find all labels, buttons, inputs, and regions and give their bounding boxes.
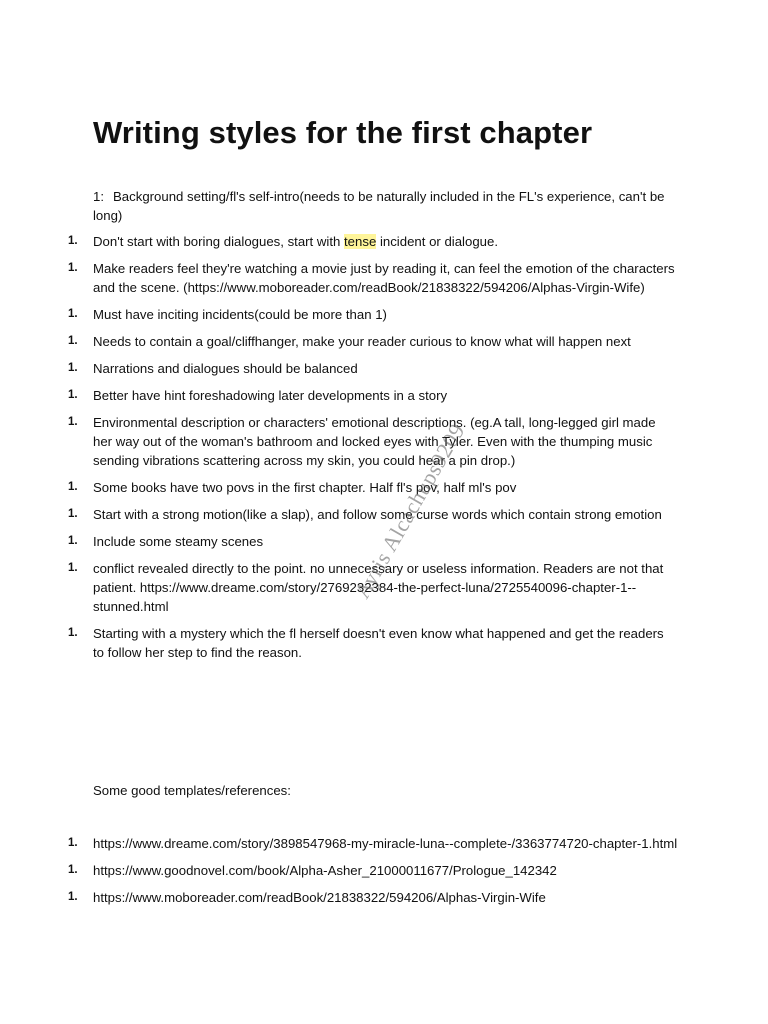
list-item-text <box>93 232 678 251</box>
list-marker: 1. <box>68 308 78 320</box>
list-marker: 1. <box>68 481 78 493</box>
list-item <box>0 386 768 405</box>
list-marker: 1. <box>68 627 78 639</box>
list-item-text <box>93 332 678 351</box>
list-item-text-main: Some books have two povs in the first chapter. Half fl's pov, half ml's pov <box>93 480 517 495</box>
reference-item <box>0 888 768 907</box>
list-marker: 1. <box>68 891 78 903</box>
references-list <box>0 834 768 915</box>
list-item-text-main: Include some steamy scenes <box>93 534 264 549</box>
list-item-text-main: Don't start with boring dialogues, start with <box>93 234 345 249</box>
list-item-text <box>93 624 678 662</box>
list-item-text-main: conflict revealed directly to the point. no unnecessary or useless information. Readers are not that patient. https://www.dreame.com/story/2769232384-the-perfect-luna/2725540096-chapter-1--stunned.html <box>93 561 664 614</box>
reference-link[interactable]: https://www.dreame.com/story/3898547968-my-miracle-luna--complete-/3363774720-chapter-1.html <box>93 836 678 851</box>
list-item <box>0 413 768 470</box>
list-item-text-main: Must have inciting incidents(could be more than 1) <box>93 307 387 322</box>
list-item <box>0 305 768 324</box>
list-item <box>0 259 768 297</box>
list-item-text <box>93 505 678 524</box>
list-item-text <box>93 386 678 405</box>
list-item <box>0 505 768 524</box>
reference-item <box>0 861 768 880</box>
intro-text: Background setting/fl's self-intro(needs to be naturally included in the FL's experience, can't be long) <box>93 189 665 223</box>
references-label: Some good templates/references: <box>93 783 291 798</box>
list-item-text <box>93 413 678 470</box>
list-item-text-main: Narrations and dialogues should be balanced <box>93 361 358 376</box>
list-item-text-tail: incident or dialogue. <box>376 234 498 249</box>
list-marker: 1. <box>68 235 78 247</box>
highlighted-word: tense <box>344 234 377 249</box>
list-marker: 1. <box>68 508 78 520</box>
list-marker: 1. <box>68 535 78 547</box>
reference-link[interactable]: https://www.goodnovel.com/book/Alpha-Asher_21000011677/Prologue_142342 <box>93 863 557 878</box>
tips-list <box>0 232 768 670</box>
list-item-text-main: Make readers feel they're watching a movie just by reading it, can feel the emotion of the characters and the scene. (https://www.moboreader.com/readBook/21838322/594206/Alphas-Virgin-Wife) <box>93 261 675 295</box>
list-item-text <box>93 478 678 497</box>
list-item <box>0 332 768 351</box>
list-item-text-main: Better have hint foreshadowing later developments in a story <box>93 388 448 403</box>
list-item-text <box>93 359 678 378</box>
list-item-text-main: Environmental description or characters' emotional descriptions. (eg.A tall, long-legged girl made her way out of the woman's bathroom and locked eyes with Tyler. Even with the thumping music sending vibrations scattering across my skin, you could hear a pin drop.) <box>93 415 656 468</box>
list-marker: 1. <box>68 262 78 274</box>
list-item-text <box>93 259 678 297</box>
intro-paragraph <box>93 187 673 225</box>
watermark: Ayris Alcachups9209 <box>349 418 470 603</box>
list-item <box>0 232 768 251</box>
list-marker: 1. <box>68 389 78 401</box>
list-marker: 1. <box>68 362 78 374</box>
reference-item <box>0 834 768 853</box>
list-item-text-main: Needs to contain a goal/cliffhanger, make your reader curious to know what will happen next <box>93 334 631 349</box>
reference-link[interactable]: https://www.moboreader.com/readBook/21838322/594206/Alphas-Virgin-Wife <box>93 890 546 905</box>
list-item-text <box>93 305 678 324</box>
list-marker: 1. <box>68 562 78 574</box>
list-item <box>0 478 768 497</box>
list-marker: 1. <box>68 837 78 849</box>
list-item-text-main: Starting with a mystery which the fl herself doesn't even know what happened and get the readers to follow her step to find the reason. <box>93 626 664 660</box>
list-item <box>0 359 768 378</box>
list-marker: 1. <box>68 335 78 347</box>
page-title: Writing styles for the first chapter <box>93 115 593 150</box>
intro-number: 1: <box>93 189 104 204</box>
list-item-text-main: Start with a strong motion(like a slap), and follow some curse words which contain strong emotion <box>93 507 662 522</box>
list-marker: 1. <box>68 416 78 428</box>
list-marker: 1. <box>68 864 78 876</box>
list-item <box>0 624 768 662</box>
